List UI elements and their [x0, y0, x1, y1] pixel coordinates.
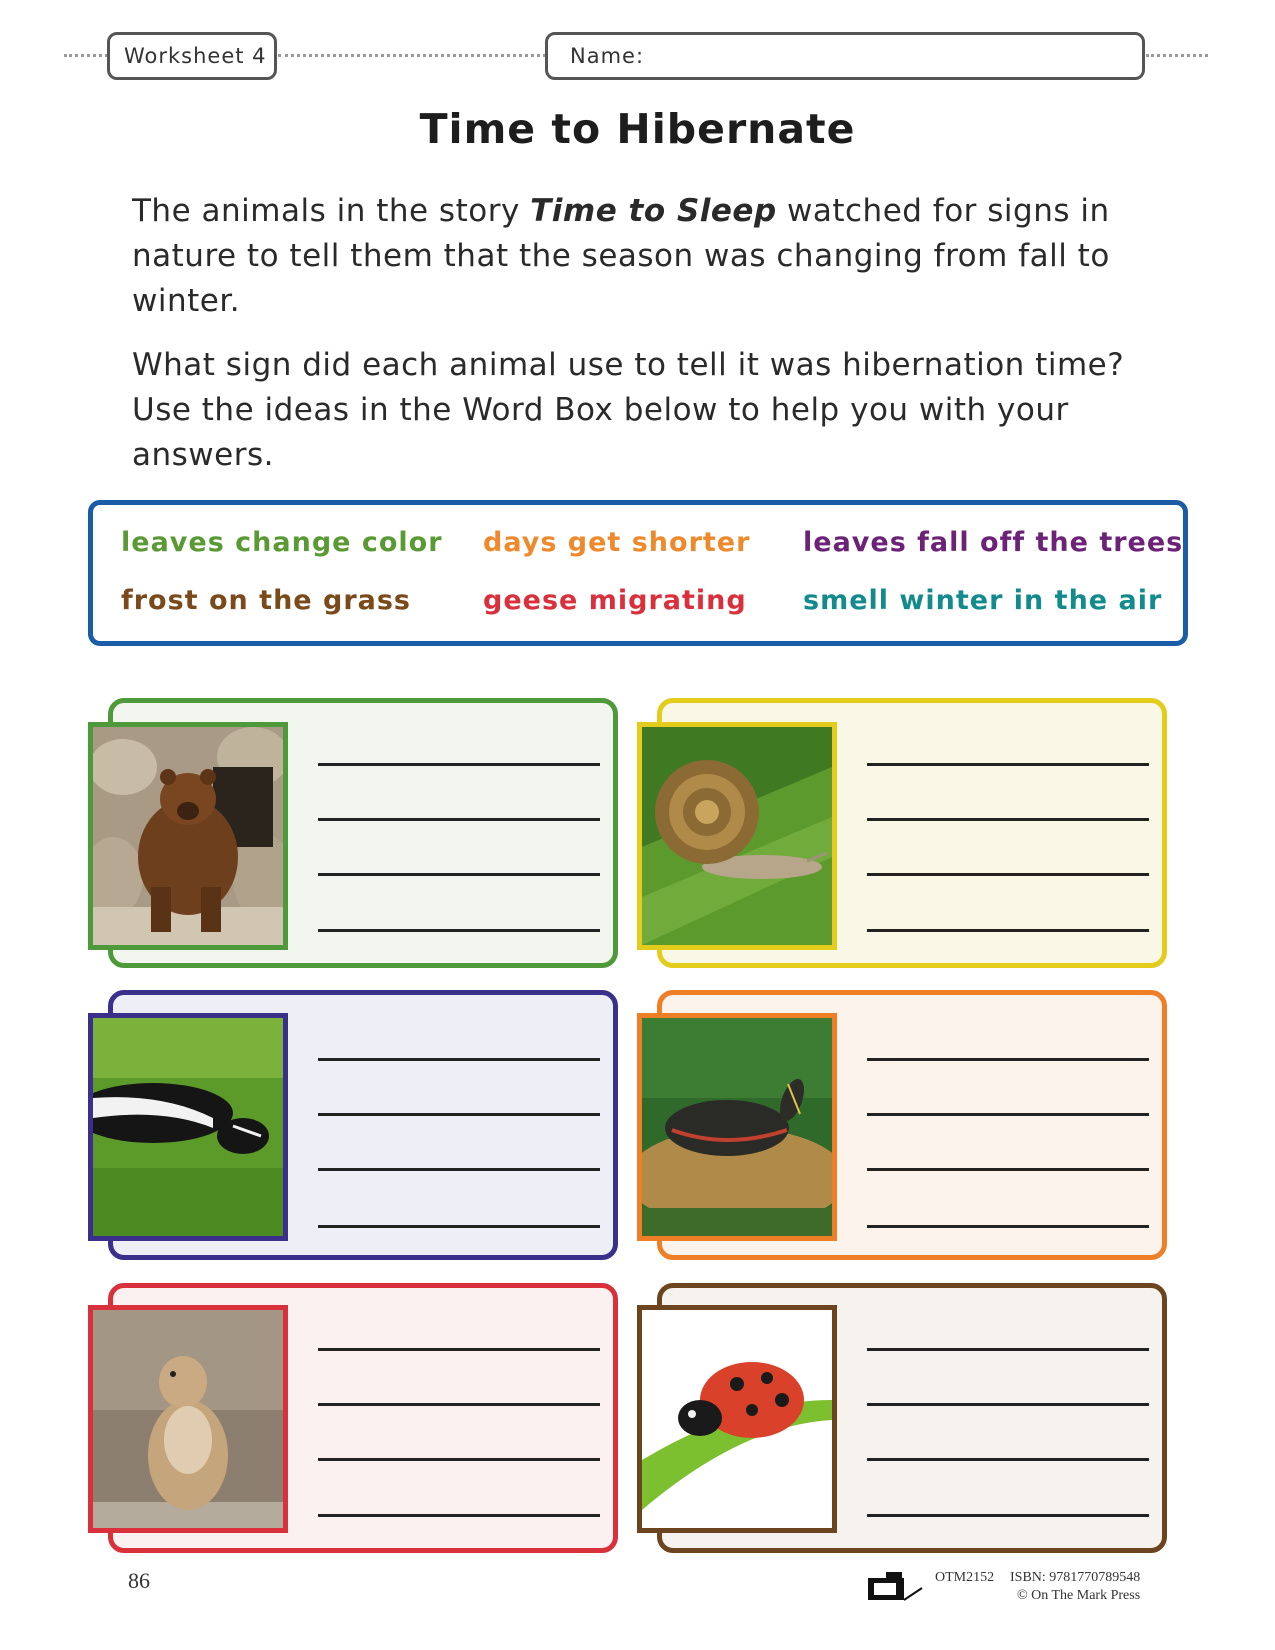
answer-line[interactable] — [318, 1348, 600, 1351]
answer-line[interactable] — [867, 929, 1149, 932]
answer-line[interactable] — [867, 1403, 1149, 1406]
answer-line[interactable] — [318, 1514, 600, 1517]
word-leaves-fall-off-trees: leaves fall off the trees — [803, 527, 1184, 558]
answer-line[interactable] — [318, 1403, 600, 1406]
name-field[interactable] — [545, 32, 1145, 80]
intro-paragraph-1 — [132, 189, 1152, 324]
answer-line[interactable] — [318, 818, 600, 821]
product-code: OTM2152 — [935, 1570, 995, 1585]
answer-line[interactable] — [867, 1348, 1149, 1351]
answer-line[interactable] — [867, 1168, 1149, 1171]
answer-line[interactable] — [867, 1514, 1149, 1517]
bear-photo — [88, 722, 288, 950]
answer-line[interactable] — [867, 763, 1149, 766]
answer-line[interactable] — [318, 1225, 600, 1228]
page-number: 86 — [128, 1568, 150, 1593]
intro-paragraph-2: What sign did each animal use to tell it was hibernation time? Use the ideas in the Word Box below to help you with your answers. — [132, 347, 1125, 473]
snail-photo — [637, 722, 837, 950]
word-box — [88, 500, 1188, 646]
prairie-dog-photo — [88, 1305, 288, 1533]
answer-line[interactable] — [318, 1168, 600, 1171]
word-leaves-change-color: leaves change color — [121, 527, 443, 558]
answer-line[interactable] — [318, 763, 600, 766]
answer-line[interactable] — [867, 1225, 1149, 1228]
answer-line[interactable] — [867, 818, 1149, 821]
answer-line[interactable] — [867, 1113, 1149, 1116]
word-frost-on-grass: frost on the grass — [121, 585, 412, 616]
answer-line[interactable] — [318, 1058, 600, 1061]
worksheet-label: Worksheet 4 — [107, 32, 277, 80]
answer-line[interactable] — [318, 1458, 600, 1461]
copyright: © On The Mark Press — [1017, 1588, 1141, 1603]
header-dots-middle — [278, 54, 546, 57]
name-label: Name: — [570, 44, 645, 68]
answer-line[interactable] — [318, 929, 600, 932]
answer-line[interactable] — [867, 873, 1149, 876]
word-smell-winter: smell winter in the air — [803, 585, 1163, 616]
story-title: Time to Sleep — [530, 193, 777, 229]
header-dots-right — [1146, 54, 1208, 57]
intro-text-start: The animals in the story — [132, 193, 531, 229]
ladybug-photo — [637, 1305, 837, 1533]
word-geese-migrating: geese migrating — [483, 585, 747, 616]
answer-line[interactable] — [867, 1458, 1149, 1461]
intro-text-end: watched for signs in nature to tell them that the season was changing from fall to winter. — [132, 193, 1110, 319]
page-title: Time to Hibernate — [419, 105, 856, 153]
skunk-photo — [88, 1013, 288, 1241]
header-dots-left — [64, 54, 108, 57]
answer-line[interactable] — [318, 1113, 600, 1116]
word-days-get-shorter: days get shorter — [483, 527, 751, 558]
isbn: ISBN: 9781770789548 — [1010, 1570, 1141, 1585]
turtle-photo — [637, 1013, 837, 1241]
answer-line[interactable] — [867, 1058, 1149, 1061]
publisher-logo-icon — [866, 1570, 928, 1604]
answer-line[interactable] — [318, 873, 600, 876]
